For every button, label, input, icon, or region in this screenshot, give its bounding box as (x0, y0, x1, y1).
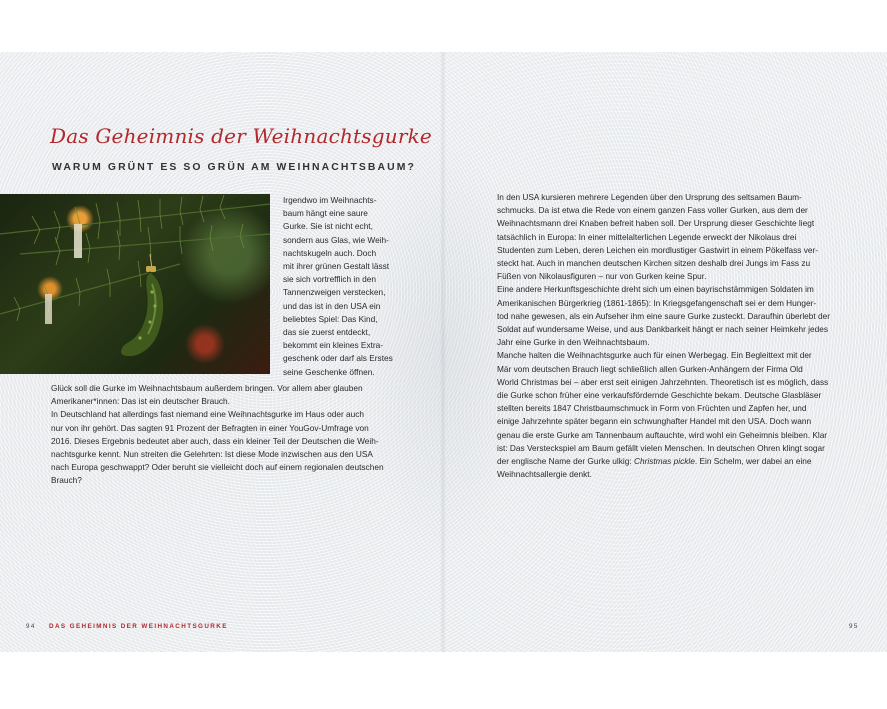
running-title: DAS GEHEIMNIS DER WEIHNACHTSGURKE (49, 623, 228, 630)
text-line: nachtskugeln auch. Doch (283, 247, 377, 258)
text-line: einige Jahrzehnte später begann ein schwunghafter Handel mit den USA. Doch wann (497, 416, 812, 427)
text-line: seine Geschenke öffnen. (283, 366, 375, 377)
text-line: Brauch? (51, 475, 82, 486)
text-line: nach Europa geschwappt? Oder beruht sie vielleicht doch auf einem regionalen deutschen (51, 462, 384, 473)
text-line: Füßen von Nikolausfiguren – nur von Gurken keine Spur. (497, 271, 707, 282)
text-line: Amerikanischen Bürgerkrieg (1861-1865): In Kriegsgefangenschaft sei er dem Hunger- (497, 297, 817, 308)
page-gutter (440, 52, 446, 652)
page-number-left: 94 (26, 623, 36, 630)
text-line: genau die erste Gurke am Tannenbaum auftauchte, wird wohl ein Geheimnis bleiben. Klar (497, 429, 828, 440)
text-line: geschenk oder darf als Erstes (283, 353, 393, 364)
text-line: Studenten zum Leben, deren Leichen ein mordlustiger Gastwirt in einem Pökelfass ver- (497, 244, 818, 255)
text-line: World Christmas bei – aber erst seit einigen Jahrzehnten. Theoretisch ist es möglich, dass (497, 376, 829, 387)
christmas-pickle-photo (0, 194, 270, 374)
text-line: Glück soll die Gurke im Weihnachtsbaum außerdem bringen. Vor allem aber glauben (51, 383, 363, 393)
text-line: Weihnachtsmann drei Knaben befreit haben soll. Der Ursprung dieser Geschichte liegt (497, 218, 815, 229)
page-subtitle: WARUM GRÜNT ES SO GRÜN AM WEIHNACHTSBAUM? (52, 162, 416, 173)
text-line: Weihnachtsallergie denkt. (497, 469, 592, 480)
text-line: die Gurke schon früher eine verkaufsfördernde Geschichte bekam. Deutsche Glasbläser (497, 390, 822, 401)
text-line: Soldat auf wundersame Weise, und aus Dankbarkeit hängt er nach seiner Heimkehr jedes (497, 324, 828, 335)
text-line: stellten bereits 1847 Christbaumschmuck in Form von Früchten und Zapfen her, und (497, 403, 807, 414)
text-line: In Deutschland hat allerdings fast niemand eine Weihnachtsgurke im Haus oder auch (51, 409, 365, 420)
text-line: und das ist in den USA ein (283, 300, 381, 311)
text-column-wrap (283, 194, 395, 379)
text-line: 2016. Dieses Ergebnis bedeutet aber auch, dass ein kleiner Teil der Deutschen die Weih- (51, 435, 379, 446)
text-line: sie sich vortrefflich in den (283, 274, 376, 285)
text-line: nachtsgurke kennt. Nun streiten die Gelehrten: Ist diese Mode inzwischen aus den USA (51, 449, 373, 460)
book-spread (0, 52, 887, 652)
text-line: tatsächlich in Europa: In einer mittelalterlichen Legende erweckt der Nikolaus drei (497, 231, 797, 242)
text-line: das sie zuerst entdeckt, (283, 327, 371, 338)
page-title: Das Geheimnis der Weihnachtsgurke (50, 124, 432, 148)
text-column-left (51, 382, 396, 488)
text-column-right (497, 191, 842, 481)
text-line: Amerikaner*innen: Das ist ein deutscher Brauch. (51, 396, 230, 407)
text-line: Mär vom deutschen Brauch liegt schließlich allen Gurken-Anhängern der Firma Old (497, 363, 803, 374)
text-fragment: der englische Name der Gurke ulkig: (497, 456, 632, 467)
text-line: nur von ihr gehört. Das sagten 91 Prozent der Befragten in einer YouGov-Umfrage von (51, 422, 369, 433)
text-line: Jahr eine Gurke in den Weihnachtsbaum. (497, 337, 650, 348)
text-line: beliebtes Spiel: Das Kind, (283, 313, 378, 324)
text-line: tod nahe gewesen, als ein Aufseher ihm eine saure Gurke zusteckt. Daraufhin überlebt der (497, 310, 830, 321)
text-line-mixed (497, 455, 842, 468)
pickle-ornament-icon (0, 194, 270, 374)
text-line: bekommt ein kleines Extra- (283, 340, 384, 351)
text-line: ist: Das Versteckspiel am Baum gefällt vielen Menschen. In deutschen Ohren klingt sogar (497, 442, 825, 453)
text-line: baum hängt eine saure (283, 208, 368, 219)
text-line: schmucks. Da ist etwa die Rede von einem ganzen Fass voller Gurken, aus dem der (497, 205, 808, 216)
text-fragment: . Ein Schelm, wer dabei an eine (694, 456, 812, 467)
text-line: Gurke. Sie ist nicht echt, (283, 221, 373, 232)
text-line: mit ihrer grünen Gestalt lässt (283, 261, 390, 272)
text-line: Tannenzweigen verstecken, (283, 287, 386, 298)
text-line: sondern aus Glas, wie Weih- (283, 234, 389, 245)
text-line: Manche halten die Weihnachtsgurke auch für einen Werbegag. Ein Begleittext mit der (497, 350, 812, 361)
text-line: Irgendwo im Weihnachts- (283, 195, 377, 205)
text-line: steckt hat. Auch in manchen deutschen Kirchen sitzen deshalb drei Jungs im Fass zu (497, 258, 811, 269)
text-line: Eine andere Herkunftsgeschichte dreht sich um einen bayrischstämmigen Soldaten im (497, 284, 814, 295)
text-line: In den USA kursieren mehrere Legenden über den Ursprung des seltsamen Baum- (497, 192, 802, 202)
page-number-right: 95 (849, 623, 859, 630)
italic-term: Christmas pickle (633, 456, 695, 467)
